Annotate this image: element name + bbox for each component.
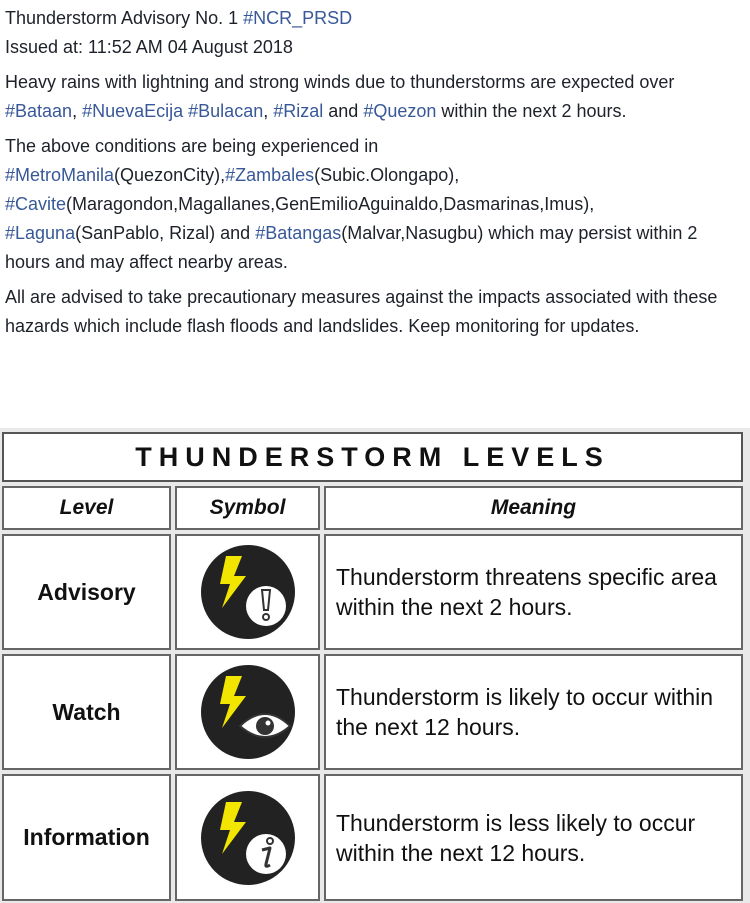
hashtag-link[interactable]: #Cavite	[5, 194, 67, 214]
meaning-advisory: Thunderstorm threatens specific area within the next 2 hours.	[324, 534, 743, 650]
text: (SanPablo, Rizal) and	[75, 223, 256, 243]
info-icon	[198, 788, 298, 888]
text: (Malvar,Nasugbu) which may persist within 2 hours and may affect nearby areas.	[5, 223, 698, 272]
hashtag-link[interactable]: #Zambales	[225, 165, 315, 185]
hashtag-link[interactable]: #Bataan	[5, 101, 73, 121]
text: (QuezonCity),	[114, 165, 226, 185]
post-title: Thunderstorm Advisory No. 1	[5, 8, 244, 28]
exclamation-icon	[198, 542, 298, 642]
level-watch: Watch	[2, 654, 171, 770]
paragraph-forecast	[5, 68, 745, 126]
text: Heavy rains with lightning and strong winds due to thunderstorms are expected over	[5, 72, 675, 92]
header-meaning: Meaning	[324, 486, 743, 530]
symbol-cell	[175, 534, 320, 650]
hashtag-link[interactable]: #Batangas	[255, 223, 342, 243]
hashtag-link[interactable]: #Rizal	[273, 101, 324, 121]
level-advisory: Advisory	[2, 534, 171, 650]
text: within the next 2 hours.	[436, 101, 627, 121]
post-header	[5, 4, 745, 62]
meaning-information: Thunderstorm is less likely to occur within the next 12 hours.	[324, 774, 743, 901]
level-information: Information	[2, 774, 171, 901]
text: ,	[263, 101, 274, 121]
text: and	[323, 101, 364, 121]
thunderstorm-levels-table	[0, 428, 750, 903]
header-symbol: Symbol	[175, 486, 320, 530]
meaning-watch: Thunderstorm is likely to occur within the next 12 hours.	[324, 654, 743, 770]
hashtag-link[interactable]: #MetroManila	[5, 165, 115, 185]
hashtag-link[interactable]: #Bulacan	[188, 101, 264, 121]
eye-icon	[198, 662, 298, 762]
text: (Maragondon,Magallanes,GenEmilioAguinaldo,Dasmarinas,Imus),	[66, 194, 595, 214]
paragraph-advice: All are advised to take precautionary measures against the impacts associated with these hazards which include flash floods and landslides. Keep monitoring for updates.	[5, 287, 718, 336]
hashtag-link[interactable]: #NCR_PRSD	[243, 8, 353, 28]
symbol-cell	[175, 654, 320, 770]
symbol-cell	[175, 774, 320, 901]
header-level: Level	[2, 486, 171, 530]
table-title: THUNDERSTORM LEVELS	[2, 432, 743, 482]
hashtag-link[interactable]: #NuevaEcija	[82, 101, 184, 121]
hashtag-link[interactable]: #Quezon	[363, 101, 437, 121]
text: ,	[72, 101, 83, 121]
text: The above conditions are being experienced in	[5, 136, 379, 156]
post-body	[5, 4, 745, 347]
issued-time: Issued at: 11:52 AM 04 August 2018	[5, 37, 293, 57]
text: (Subic.Olongapo),	[314, 165, 460, 185]
paragraph-conditions	[5, 132, 745, 277]
hashtag-link[interactable]: #Laguna	[5, 223, 76, 243]
